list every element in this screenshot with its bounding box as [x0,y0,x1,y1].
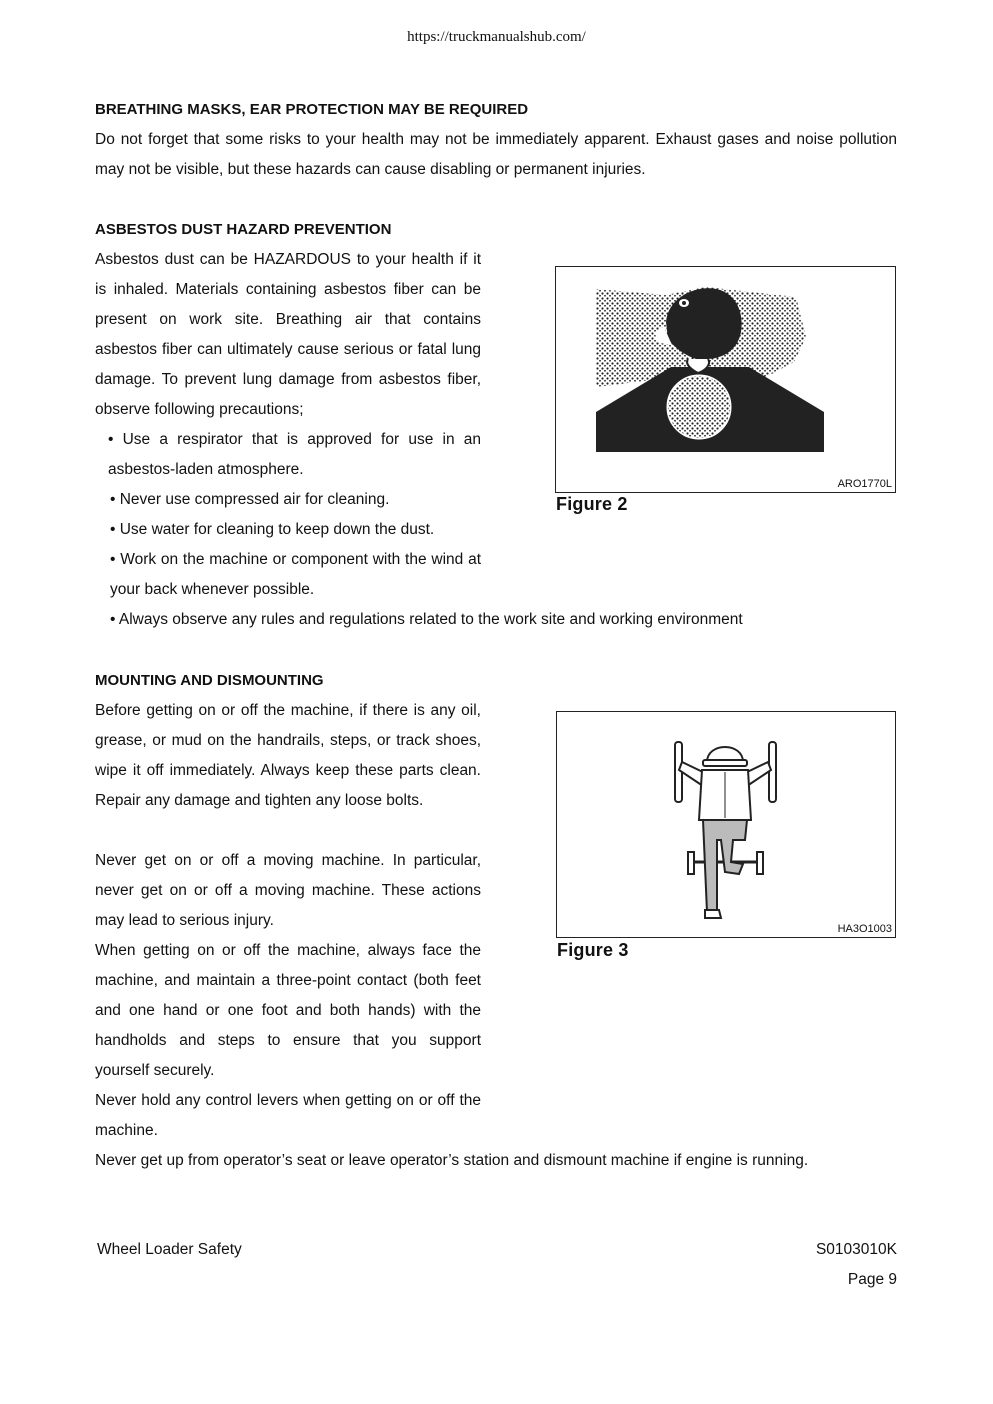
breathing-body: Do not forget that some risks to your health may not be immediately apparent. Exhaust gases and noise pollution may not be visible, but these hazards can cause disabling or permanent injuries. [95,131,897,178]
list-item: • Work on the machine or component with the wind at your back whenever possible. [110,551,481,598]
figure-3-caption: Figure 3 [557,940,629,960]
mounting-heading: MOUNTING AND DISMOUNTING [95,672,324,689]
figure-2-code: ARO1770L [837,478,892,490]
footer-page-number: Page 9 [847,1271,897,1288]
figure-3-code: HA3O1003 [837,923,892,935]
figure-3-mounting-illustration [556,711,896,938]
header-url: https://truckmanualshub.com/ [407,29,586,45]
list-item: • Use a respirator that is approved for use in an asbestos-laden atmosphere. [108,431,481,478]
footer-doc-code: S0103010K [815,1241,897,1258]
asbestos-last-bullet: • Always observe any rules and regulations related to the work site and working environment [110,611,743,628]
mounting-paragraph-4: Never hold any control levers when getting on or off the machine. [95,1092,481,1139]
asbestos-precautions-list [108,425,481,605]
list-item: • Use water for cleaning to keep down the dust. [110,521,435,538]
mounting-paragraph-1: Before getting on or off the machine, if there is any oil, grease, or mud on the handrails, steps, or track shoes, wipe it off immediately. Always keep these parts clean. Repair any damage and tighten any loose bolts. [95,702,481,809]
asbestos-inhalation-image [556,267,894,491]
breathing-heading: BREATHING MASKS, EAR PROTECTION MAY BE REQUIRED [95,101,529,118]
mounting-paragraph-2: Never get on or off a moving machine. In particular, never get on or off a moving machine. These actions may lead to serious injury. [95,852,481,929]
mounting-paragraph-3: When getting on or off the machine, always face the machine, and maintain a three-point contact (both feet and one hand or one foot and both hands) with the handholds and steps to ensure that you support yourself securely. [95,942,481,1079]
figure-2-asbestos-illustration [555,266,896,493]
figure-2-caption: Figure 2 [556,494,628,514]
asbestos-body: Asbestos dust can be HAZARDOUS to your health if it is inhaled. Materials containing asbestos fiber can be present on work site. Breathing air that contains asbestos fiber can ultimately cause serious or fatal lung damage. To prevent lung damage from asbestos fiber, observe following precautions; [95,251,481,418]
mounting-last-line: Never get up from operator’s seat or leave operator’s station and dismount machine if engine is running. [95,1152,809,1169]
list-item: • Never use compressed air for cleaning. [110,491,390,508]
asbestos-heading: ASBESTOS DUST HAZARD PREVENTION [95,221,392,238]
three-point-contact-image [557,712,894,936]
footer-title: Wheel Loader Safety [97,1241,242,1258]
